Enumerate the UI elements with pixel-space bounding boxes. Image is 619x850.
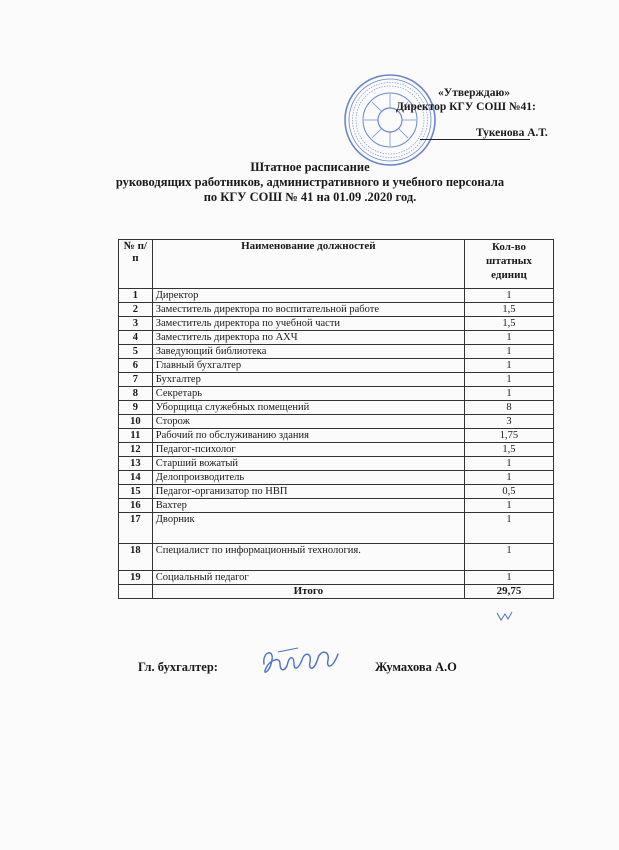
row-quantity: 1 <box>464 373 553 387</box>
table-row <box>119 387 554 401</box>
row-number: 14 <box>119 471 153 485</box>
row-position: Заместитель директора по учебной части <box>152 317 464 331</box>
row-number: 7 <box>119 373 153 387</box>
row-number: 2 <box>119 303 153 317</box>
row-quantity: 1 <box>464 457 553 471</box>
document-title <box>90 160 530 205</box>
row-quantity: 3 <box>464 415 553 429</box>
row-number: 5 <box>119 345 153 359</box>
row-position: Директор <box>152 289 464 303</box>
row-position: Специалист по информационный технология. <box>152 544 464 571</box>
row-number: 19 <box>119 571 153 585</box>
table-row <box>119 415 554 429</box>
table-row <box>119 345 554 359</box>
title-line-1: Штатное расписание <box>250 160 370 174</box>
row-number: 15 <box>119 485 153 499</box>
row-quantity: 1 <box>464 387 553 401</box>
row-number: 12 <box>119 443 153 457</box>
header-number: № п/п <box>119 240 153 289</box>
accountant-name: Жумахова А.О <box>375 660 457 674</box>
row-position: Педагог-психолог <box>152 443 464 457</box>
total-value: 29,75 <box>464 585 553 599</box>
row-quantity: 1 <box>464 513 553 544</box>
row-number: 10 <box>119 415 153 429</box>
row-position: Заместитель директора по АХЧ <box>152 331 464 345</box>
row-quantity: 1 <box>464 359 553 373</box>
row-quantity: 1 <box>464 331 553 345</box>
table-header-row <box>119 240 554 289</box>
row-position: Социальный педагог <box>152 571 464 585</box>
official-seal-stamp <box>342 72 438 168</box>
row-position: Дворник <box>152 513 464 544</box>
total-empty-cell <box>119 585 153 599</box>
table-row <box>119 317 554 331</box>
row-number: 16 <box>119 499 153 513</box>
table-row <box>119 513 554 544</box>
row-position: Старший вожатый <box>152 457 464 471</box>
row-quantity: 1 <box>464 289 553 303</box>
header-position: Наименование должностей <box>152 240 464 289</box>
row-quantity: 8 <box>464 401 553 415</box>
row-position: Заместитель директора по воспитательной работе <box>152 303 464 317</box>
row-quantity: 1,5 <box>464 303 553 317</box>
row-quantity: 1 <box>464 471 553 485</box>
total-row <box>119 585 554 599</box>
row-number: 18 <box>119 544 153 571</box>
row-quantity: 1 <box>464 345 553 359</box>
row-position: Бухгалтер <box>152 373 464 387</box>
table-row <box>119 303 554 317</box>
approval-director-name: Тукенова А.Т. <box>476 127 548 139</box>
row-quantity: 1 <box>464 571 553 585</box>
row-position: Заведующий библиотека <box>152 345 464 359</box>
title-line-2: руководящих работников, административного и учебного персонала <box>115 175 505 189</box>
table-row <box>119 429 554 443</box>
table-row <box>119 289 554 303</box>
handwritten-signature <box>258 642 340 682</box>
header-quantity: Кол-во штатных единиц <box>464 240 553 289</box>
row-number: 9 <box>119 401 153 415</box>
table-row <box>119 401 554 415</box>
row-number: 11 <box>119 429 153 443</box>
row-position: Делопроизводитель <box>152 471 464 485</box>
table-row <box>119 373 554 387</box>
table-row <box>119 485 554 499</box>
table-row <box>119 571 554 585</box>
row-number: 13 <box>119 457 153 471</box>
row-number: 6 <box>119 359 153 373</box>
row-position: Главный бухгалтер <box>152 359 464 373</box>
table-row <box>119 471 554 485</box>
row-number: 4 <box>119 331 153 345</box>
row-position: Секретарь <box>152 387 464 401</box>
row-number: 17 <box>119 513 153 544</box>
row-quantity: 1,5 <box>464 443 553 457</box>
row-quantity: 1 <box>464 499 553 513</box>
table-row <box>119 544 554 571</box>
row-quantity: 1 <box>464 544 553 571</box>
table-row <box>119 499 554 513</box>
row-quantity: 1,5 <box>464 317 553 331</box>
staff-table <box>118 239 554 599</box>
row-position: Педагог-организатор по НВП <box>152 485 464 499</box>
approval-director-title: Директор КГУ СОШ №41: <box>396 101 536 113</box>
check-mark-icon <box>496 610 514 622</box>
table-row <box>119 359 554 373</box>
title-line-3: по КГУ СОШ № 41 на 01.09 .2020 год. <box>203 190 417 204</box>
row-quantity: 0,5 <box>464 485 553 499</box>
table-row <box>119 443 554 457</box>
table-row <box>119 331 554 345</box>
total-label: Итого <box>152 585 464 599</box>
row-number: 1 <box>119 289 153 303</box>
accountant-label: Гл. бухгалтер: <box>138 660 218 674</box>
row-position: Рабочий по обслуживанию здания <box>152 429 464 443</box>
table-row <box>119 457 554 471</box>
row-number: 8 <box>119 387 153 401</box>
approval-heading: «Утверждаю» <box>438 87 510 99</box>
row-quantity: 1,75 <box>464 429 553 443</box>
row-position: Сторож <box>152 415 464 429</box>
row-number: 3 <box>119 317 153 331</box>
row-position: Вахтер <box>152 499 464 513</box>
row-position: Уборщица служебных помещений <box>152 401 464 415</box>
